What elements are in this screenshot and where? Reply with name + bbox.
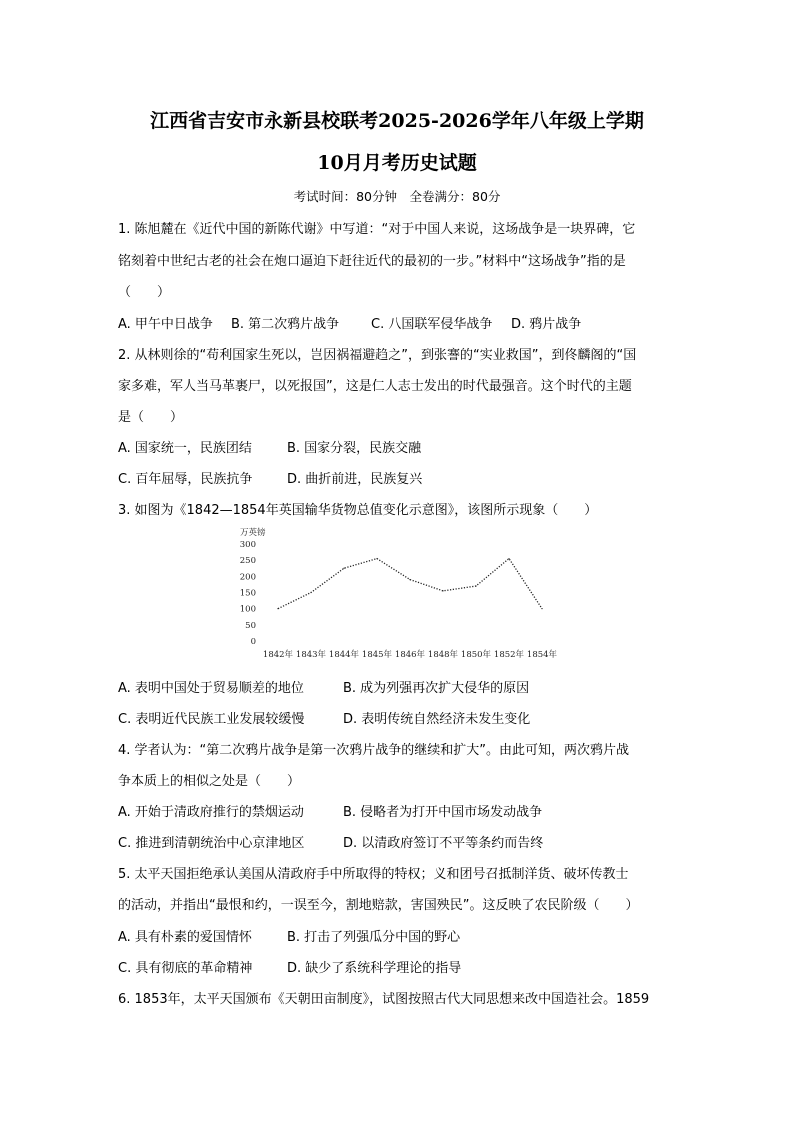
x-tick-label: 1845年: [361, 650, 393, 660]
x-tick-label: 1852年: [493, 650, 525, 660]
x-tick-label: 1844年: [328, 650, 360, 660]
data-point: [310, 592, 311, 593]
q3-option-b: B. 成为列强再次扩大侵华的原因: [343, 681, 530, 696]
q2-line-1: 2. 从林则徐的“苟利国家生死以，岂因祸福避趋之”，到张謇的“实业救国”，到佟麟阁的“国: [118, 348, 637, 363]
q4-line-2: 争本质上的相似之处是（ ）: [118, 774, 301, 789]
q1-line-2: 铭刻着中世纪古老的社会在炮口逼迫下赶往近代的最初的一步。”材料中“这场战争”指的是: [118, 254, 626, 269]
q2-option-a: A. 国家统一，民族团结: [118, 441, 252, 456]
x-tick-label: 1848年: [427, 650, 459, 660]
exam-title-line1: 江西省吉安市永新县校联考2025-2026学年八年级上学期: [150, 110, 644, 132]
exam-title-line2: 10月月考历史试题: [317, 152, 477, 174]
q5-option-a: A. 具有朴素的爱国情怀: [118, 930, 252, 945]
trade-value-chart: [230, 522, 565, 665]
q2-option-d: D. 曲折前进，民族复兴: [287, 472, 423, 487]
q5-option-b: B. 打击了列强瓜分中国的野心: [287, 930, 461, 945]
x-tick-label: 1846年: [394, 650, 426, 660]
q4-line-1: 4. 学者认为：“第二次鸦片战争是第一次鸦片战争的继续和扩大”。由此可知，两次鸦片战: [118, 743, 630, 758]
x-tick-label: 1854年: [526, 650, 558, 660]
y-tick-label: 200: [239, 572, 256, 583]
q3-option-c: C. 表明近代民族工业发展较缓慢: [118, 712, 305, 727]
q4-option-b: B. 侵略者为打开中国市场发动战争: [343, 805, 543, 820]
q4-option-c: C. 推进到清朝统治中心京津地区: [118, 836, 305, 851]
data-point: [409, 579, 410, 580]
y-tick-label: 50: [245, 620, 256, 631]
chart-ylabel: 万英镑: [240, 528, 266, 538]
q3-line-1: 3. 如图为《1842—1854年英国输华货物总值变化示意图》，该图所示现象（ ）: [118, 503, 598, 518]
q2-option-c: C. 百年屈辱，民族抗争: [118, 472, 253, 487]
q4-option-d: D. 以清政府签订不平等条约而告终: [343, 836, 544, 851]
data-point: [475, 585, 476, 586]
y-tick-label: 100: [239, 604, 256, 615]
q1-option-b: B. 第二次鸦片战争: [231, 317, 340, 332]
q2-line-3: 是（ ）: [118, 410, 184, 425]
q5-line-1: 5. 太平天国拒绝承认美国从清政府手中所取得的特权；义和团号召抵制洋货、破坏传教士: [118, 867, 629, 882]
y-tick-label: 0: [250, 637, 256, 647]
x-tick-label: 1843年: [295, 650, 327, 660]
series-line: [278, 559, 542, 609]
q3-option-d: D. 表明传统自然经济未发生变化: [343, 712, 531, 727]
y-tick-label: 150: [239, 588, 256, 599]
y-tick-label: 300: [239, 540, 256, 550]
data-point: [277, 608, 278, 609]
q5-option-d: D. 缺少了系统科学理论的指导: [287, 961, 462, 976]
y-tick-label: 250: [239, 556, 256, 567]
q1-option-d: D. 鸦片战争: [511, 317, 582, 332]
q2-line-2: 家多难，军人当马革裹尸，以死报国”，这是仁人志士发出的时代最强音。这个时代的主题: [118, 379, 632, 394]
q3-option-a: A. 表明中国处于贸易顺差的地位: [118, 681, 304, 696]
data-point: [376, 558, 377, 559]
q5-option-c: C. 具有彻底的革命精神: [118, 961, 253, 976]
q1-line-1: 1. 陈旭麓在《近代中国的新陈代谢》中写道：“对于中国人来说，这场战争是一块界碑，它: [118, 222, 636, 237]
q1-option-a: A. 甲午中日战争: [118, 317, 213, 332]
q5-line-2: 的活动，并指出“最恨和约，一误至今，割地赔款，害国殃民”。这反映了农民阶级（ ）: [118, 898, 639, 913]
q2-option-b: B. 国家分裂，民族交融: [287, 441, 422, 456]
data-point: [508, 558, 509, 559]
q1-option-c: C. 八国联军侵华战争: [371, 317, 493, 332]
q1-line-3: （ ）: [118, 285, 171, 300]
x-tick-label: 1842年: [262, 650, 294, 660]
data-point: [442, 590, 443, 591]
data-point: [541, 608, 542, 609]
data-point: [343, 568, 344, 569]
q4-option-a: A. 开始于清政府推行的禁烟运动: [118, 805, 304, 820]
exam-info: 考试时间：80分钟 全卷满分：80分: [293, 189, 501, 204]
x-tick-label: 1850年: [460, 650, 492, 660]
q6-line-1: 6. 1853年，太平天国颁布《天朝田亩制度》，试图按照古代大同思想来改中国造社会。1859: [118, 992, 650, 1007]
